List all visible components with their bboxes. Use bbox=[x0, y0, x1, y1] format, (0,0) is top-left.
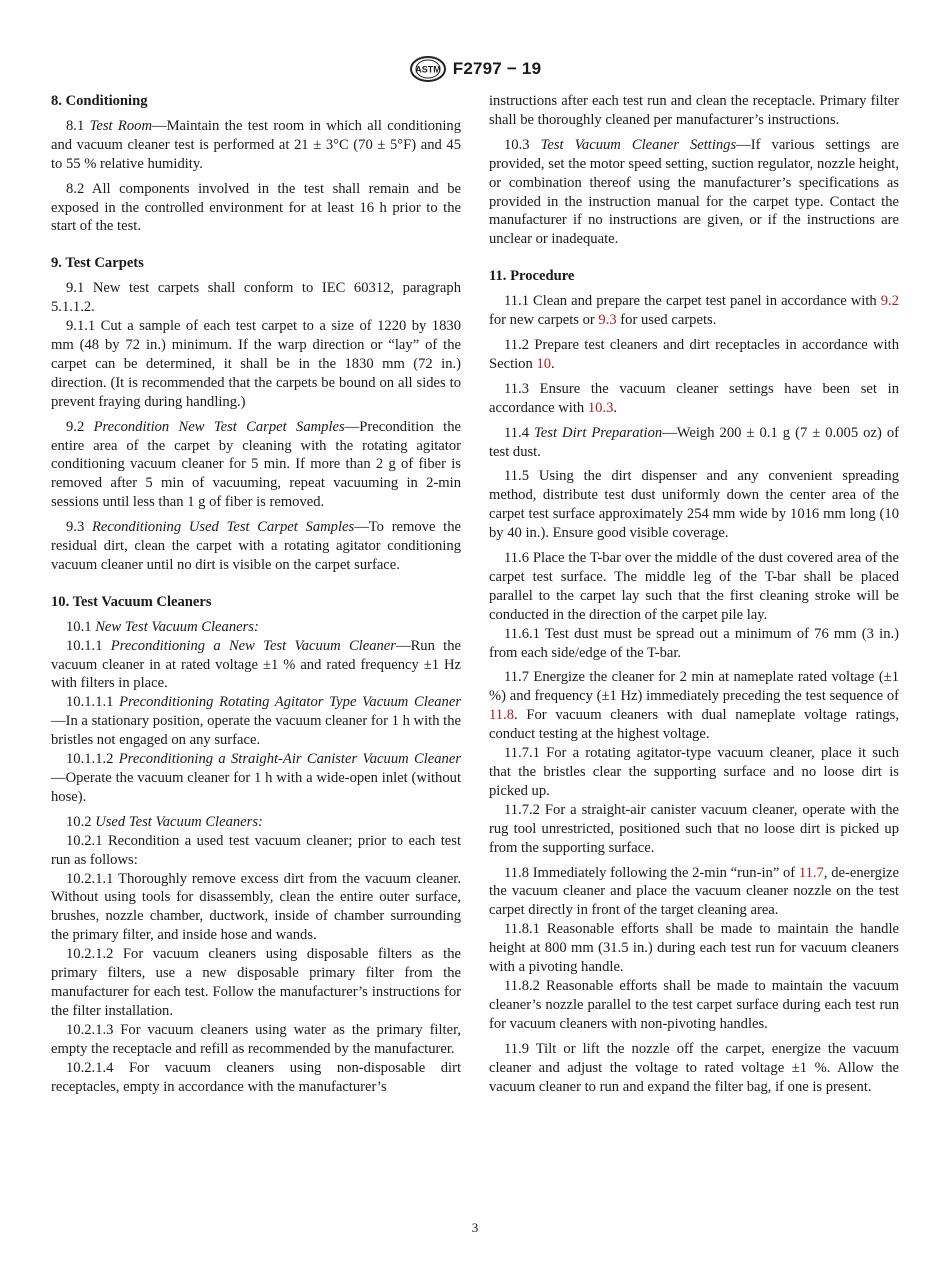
para-11-3: 11.3 Ensure the vacuum cleaner settings have been set in accordance with 10.3. bbox=[489, 380, 899, 416]
page-header bbox=[0, 54, 950, 88]
para-11-1: 11.1 Clean and prepare the carpet test panel in accordance with 9.2 for new carpets or 9.3 for used carpets. bbox=[489, 293, 899, 329]
para-11-6-1: 11.6.1 Test dust must be spread out a minimum of 76 mm (3 in.) from each side/edge of the T-bar. bbox=[489, 625, 899, 661]
para-11-4: 11.4 Test Dirt Preparation—Weigh 200 ± 0.1 g (7 ± 0.005 oz) of test dust. bbox=[489, 424, 899, 460]
para-10-3: 10.3 Test Vacuum Cleaner Settings—If various settings are provided, set the motor speed setting, suction regulator, nozzle height, or combination thereof using the manufacturer’s specifications as provided in the instruction manual for the carpet type. Contact the manufacturer if no instructions are given, or if the instructions are unclear or inadequate. bbox=[489, 136, 899, 248]
para-11-8: 11.8 Immediately following the 2-min “run-in” of 11.7, de-energize the vacuum cleaner and place the vacuum cleaner nozzle on the test carpet directly in front of the target cleaning area. bbox=[489, 864, 899, 919]
section-heading-11: 11. Procedure bbox=[489, 268, 575, 285]
para-9-1-1: 9.1.1 Cut a sample of each test carpet to a size of 1220 by 1830 mm (48 by 72 in.) minimum. If the warp direction or “lay” of the carpet can be determined, it shall be in the 1830 mm (72 in.) direction. (It is recommended that the carpets be bound on all sides to prevent fraying during handling.) bbox=[51, 318, 461, 410]
right-column bbox=[489, 92, 899, 1096]
xref-10-3-link[interactable]: 10.3 bbox=[587, 399, 614, 416]
para-10-2-1: 10.2.1 Recondition a used test vacuum cleaner; prior to each test run as follows: bbox=[51, 832, 461, 868]
para-10-2-1-1: 10.2.1.1 Thoroughly remove excess dirt from the vacuum cleaner. Without using tools for disassembly, clean the entire outer surface, brushes, nozzle chamber, ductwork, inside of chamber surrounding the primary filter, and inside hose and wands. bbox=[51, 870, 461, 944]
xref-11-7-link[interactable]: 11.7 bbox=[798, 864, 824, 881]
section-heading-10: 10. Test Vacuum Cleaners bbox=[51, 593, 212, 610]
para-11-6: 11.6 Place the T-bar over the middle of the dust covered area of the carpet test surface. The middle leg of the T-bar shall be placed parallel to the carpet lay such that the first cleaning stroke will be conducted in the direction of the carpet pile lay. bbox=[489, 550, 899, 623]
para-9-1: 9.1 New test carpets shall conform to IEC 60312, paragraph 5.1.1.2. bbox=[51, 280, 461, 316]
para-11-8-2: 11.8.2 Reasonable efforts shall be made to maintain the vacuum cleaner’s nozzle parallel to the test carpet surface during each test run for vacuum cleaners with non-pivoting handles. bbox=[489, 977, 899, 1032]
para-11-9: 11.9 Tilt or lift the nozzle off the carpet, energize the vacuum cleaner and adjust the voltage to rated voltage ±1 %. Allow the vacuum cleaner to run and expand the filter bag, if one is present. bbox=[489, 1040, 899, 1095]
xref-9-3-link[interactable]: 9.3 bbox=[598, 312, 617, 329]
section-heading-8: 8. Conditioning bbox=[51, 93, 148, 109]
svg-text:ASTM: ASTM bbox=[415, 64, 441, 75]
xref-11-8-link[interactable]: 11.8 bbox=[489, 707, 514, 724]
para-10-2-1-2: 10.2.1.2 For vacuum cleaners using disposable filters as the primary filters, use a new disposable primary filter from the manufacturer for each test. Follow the manufacturer’s instructions for the filter installation. bbox=[51, 946, 461, 1019]
para-10-2-1-4: 10.2.1.4 For vacuum cleaners using non-disposable dirt receptacles, empty in accordance with the manufacturer’s bbox=[51, 1059, 461, 1095]
para-10-1-1: 10.1.1 Preconditioning a New Test Vacuum Cleaner—Run the vacuum cleaner in at rated voltage ±1 % and rated frequency ±1 Hz with filters in place. bbox=[51, 637, 462, 692]
standard-designation: F2797 − 19 bbox=[452, 59, 542, 78]
para-8-1: 8.1 Test Room—Maintain the test room in which all conditioning and vacuum cleaner test is performed at 21 ± 3°C (70 ± 5°F) and 45 to 55 % relative humidity. bbox=[51, 117, 461, 172]
xref-9-2-link[interactable]: 9.2 bbox=[880, 293, 899, 310]
astm-logo-icon bbox=[409, 54, 447, 84]
section-heading-9: 9. Test Carpets bbox=[51, 255, 144, 272]
xref-10-link[interactable]: 10 bbox=[536, 355, 552, 372]
para-10-2: 10.2 Used Test Vacuum Cleaners: bbox=[66, 813, 263, 830]
para-10-1-1-1: 10.1.1.1 Preconditioning Rotating Agitator Type Vacuum Cleaner—In a stationary position, operate the vacuum cleaner for 1 h with the bristles not engaged on any surface. bbox=[51, 694, 462, 749]
para-10-2-1-4-continued: instructions after each test run and clean the receptacle. Primary filter shall be thoroughly cleaned per manufacturer’s instructions. bbox=[489, 93, 899, 128]
para-9-2: 9.2 Precondition New Test Carpet Samples—Precondition the entire area of the carpet by cleaning with the rotating agitator conditioning vacuum cleaner for 5 min. If more than 2 g of fiber is removed after 5 min of vacuuming, repeat vacuuming in 2-min sessions until less than 1 g of fiber is removed. bbox=[51, 418, 462, 511]
para-10-1-1-2: 10.1.1.2 Preconditioning a Straight-Air Canister Vacuum Cleaner—Operate the vacuum cleaner for 1 h with a wide-open inlet (without hose). bbox=[51, 751, 462, 805]
para-11-7-1: 11.7.1 For a rotating agitator-type vacuum cleaner, place it such that the bristles clear the supporting surface and no loose dirt is picked up. bbox=[489, 745, 899, 799]
page-number: 3 bbox=[471, 1220, 479, 1235]
para-11-2: 11.2 Prepare test cleaners and dirt receptacles in accordance with Section 10. bbox=[489, 336, 899, 372]
para-11-7-2: 11.7.2 For a straight-air canister vacuum cleaner, operate with the rug tool unrestricted, positioned such that no loose dirt is picked up from the supporting surface. bbox=[489, 801, 899, 856]
para-10-1: 10.1 New Test Vacuum Cleaners: bbox=[66, 618, 259, 635]
para-11-7: 11.7 Energize the cleaner for 2 min at nameplate rated voltage (±1 %) and frequency (±1 Hz) immediately preceding the test sequence of 11.8. For vacuum cleaners with dual nameplate voltage ratings, conduct testing at the highest voltage. bbox=[489, 669, 899, 743]
para-10-2-1-3: 10.2.1.3 For vacuum cleaners using water as the primary filter, empty the receptacle and refill as recommended by the manufacturer. bbox=[51, 1021, 461, 1057]
para-9-3: 9.3 Reconditioning Used Test Carpet Samples—To remove the residual dirt, clean the carpet with a rotating agitator conditioning vacuum cleaner until no dirt is visible on the carpet surface. bbox=[51, 519, 462, 573]
para-11-5: 11.5 Using the dirt dispenser and any convenient spreading method, distribute test dust uniformly down the center area of the carpet test surface approximately 254 mm wide by 1016 mm long (10 by 40 in.). Ensure good visible coverage. bbox=[489, 468, 899, 542]
para-8-2: 8.2 All components involved in the test shall remain and be exposed in the controlled environment for at least 16 h prior to the start of the test. bbox=[51, 180, 461, 235]
para-11-8-1: 11.8.1 Reasonable efforts shall be made to maintain the handle height at 800 mm (31.5 in.) during each test run for vacuum cleaners with a pivoting handle. bbox=[489, 921, 899, 976]
left-column bbox=[51, 92, 461, 1096]
